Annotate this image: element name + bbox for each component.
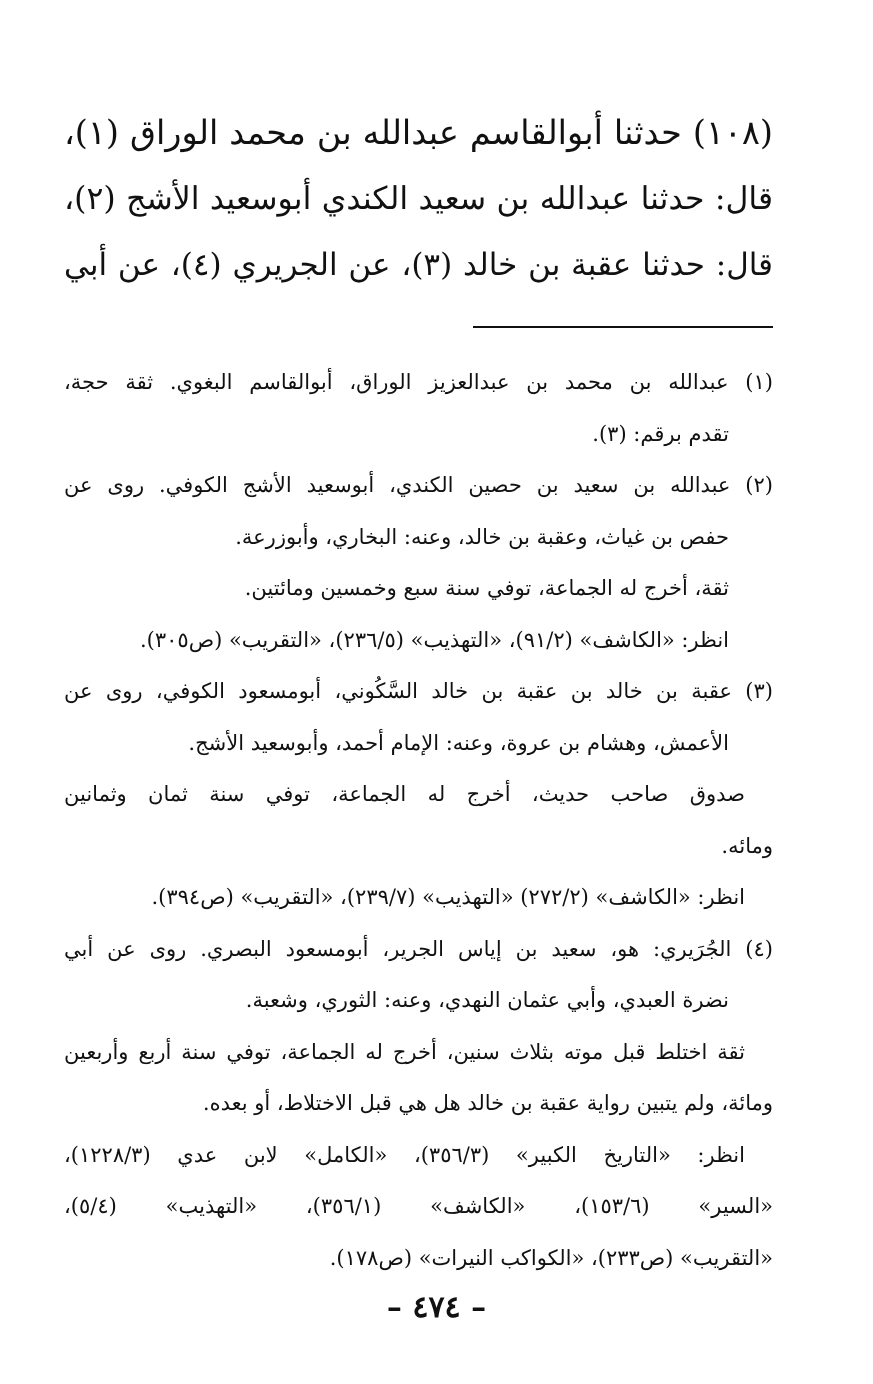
hadith-text bbox=[64, 100, 773, 298]
footnote-line: (٢) عبدالله بن سعيد بن حصين الكندي، أبوسعيد الأشج الكوفي. روى عن bbox=[64, 473, 773, 497]
footnote-line: (٣) عقبة بن خالد بن عقبة بن خالد السَّكُوني، أبومسعود الكوفي، روى عن bbox=[64, 679, 773, 703]
footnote-line: صدوق صاحب حديث، أخرج له الجماعة، توفي سنة ثمان وثمانين bbox=[64, 782, 745, 806]
footnote-line: انظر: «الكاشف» (٢٧٢/٢) «التهذيب» (٢٣٩/٧)، «التقريب» (ص٣٩٤). bbox=[151, 885, 745, 909]
hadith-line: قال: حدثنا عقبة بن خالد (٣)، عن الجريري (٤)، عن أبي bbox=[64, 247, 773, 283]
page-number: – ٤٧٤ – bbox=[386, 1290, 487, 1325]
footnote-line: (٤) الجُرَيري: هو، سعيد بن إياس الجرير، أبومسعود البصري. روى عن أبي bbox=[64, 936, 773, 961]
footnote-line: انظر: «الكاشف» (٩١/٢)، «التهذيب» (٢٣٦/٥)، «التقريب» (ص٣٠٥). bbox=[139, 627, 729, 652]
footnotes bbox=[64, 357, 773, 1284]
footnote-divider bbox=[473, 326, 773, 328]
footnote-line: ثقة، أخرج له الجماعة، توفي سنة سبع وخمسين ومائتين. bbox=[244, 576, 729, 600]
footnote-line: «السير» (١٥٣/٦)، «الكاشف» (٣٥٦/١)، «التهذيب» (٥/٤)، bbox=[64, 1194, 773, 1218]
hadith-line: قال: حدثنا عبدالله بن سعيد الكندي أبوسعيد الأشج (٢)، bbox=[64, 181, 773, 217]
hadith-line: (١٠٨) حدثنا أبوالقاسم عبدالله بن محمد الوراق (١)، bbox=[64, 113, 773, 152]
footnote-line: (١) عبدالله بن محمد بن عبدالعزيز الوراق، أبوالقاسم البغوي. ثقة حجة، bbox=[64, 370, 773, 394]
footnote-line: ومائه. bbox=[721, 833, 773, 858]
footnote-line: ثقة اختلط قبل موته بثلاث سنين، أخرج له الجماعة، توفي سنة أربع وأربعين bbox=[64, 1039, 745, 1064]
footnote-line: انظر: «التاريخ الكبير» (٣٥٦/٣)، «الكامل» لابن عدي (١٢٢٨/٣)، bbox=[64, 1142, 745, 1167]
footnote-line: «التقريب» (ص٢٣٣)، «الكواكب النيرات» (ص١٧٨). bbox=[329, 1245, 773, 1270]
footnote-line: الأعمش، وهشام بن عروة، وعنه: الإمام أحمد، وأبوسعيد الأشج. bbox=[188, 730, 729, 755]
footnote-line: نضرة العبدي، وأبي عثمان النهدي، وعنه: الثوري، وشعبة. bbox=[245, 988, 729, 1012]
footnote-line: ومائة، ولم يتبين رواية عقبة بن خالد هل هي قبل الاختلاط، أو بعده. bbox=[202, 1091, 773, 1115]
footnote-line: تقدم برقم: (٣). bbox=[592, 421, 729, 446]
footnote-line: حفص بن غياث، وعقبة بن خالد، وعنه: البخاري، وأبوزرعة. bbox=[235, 524, 729, 549]
